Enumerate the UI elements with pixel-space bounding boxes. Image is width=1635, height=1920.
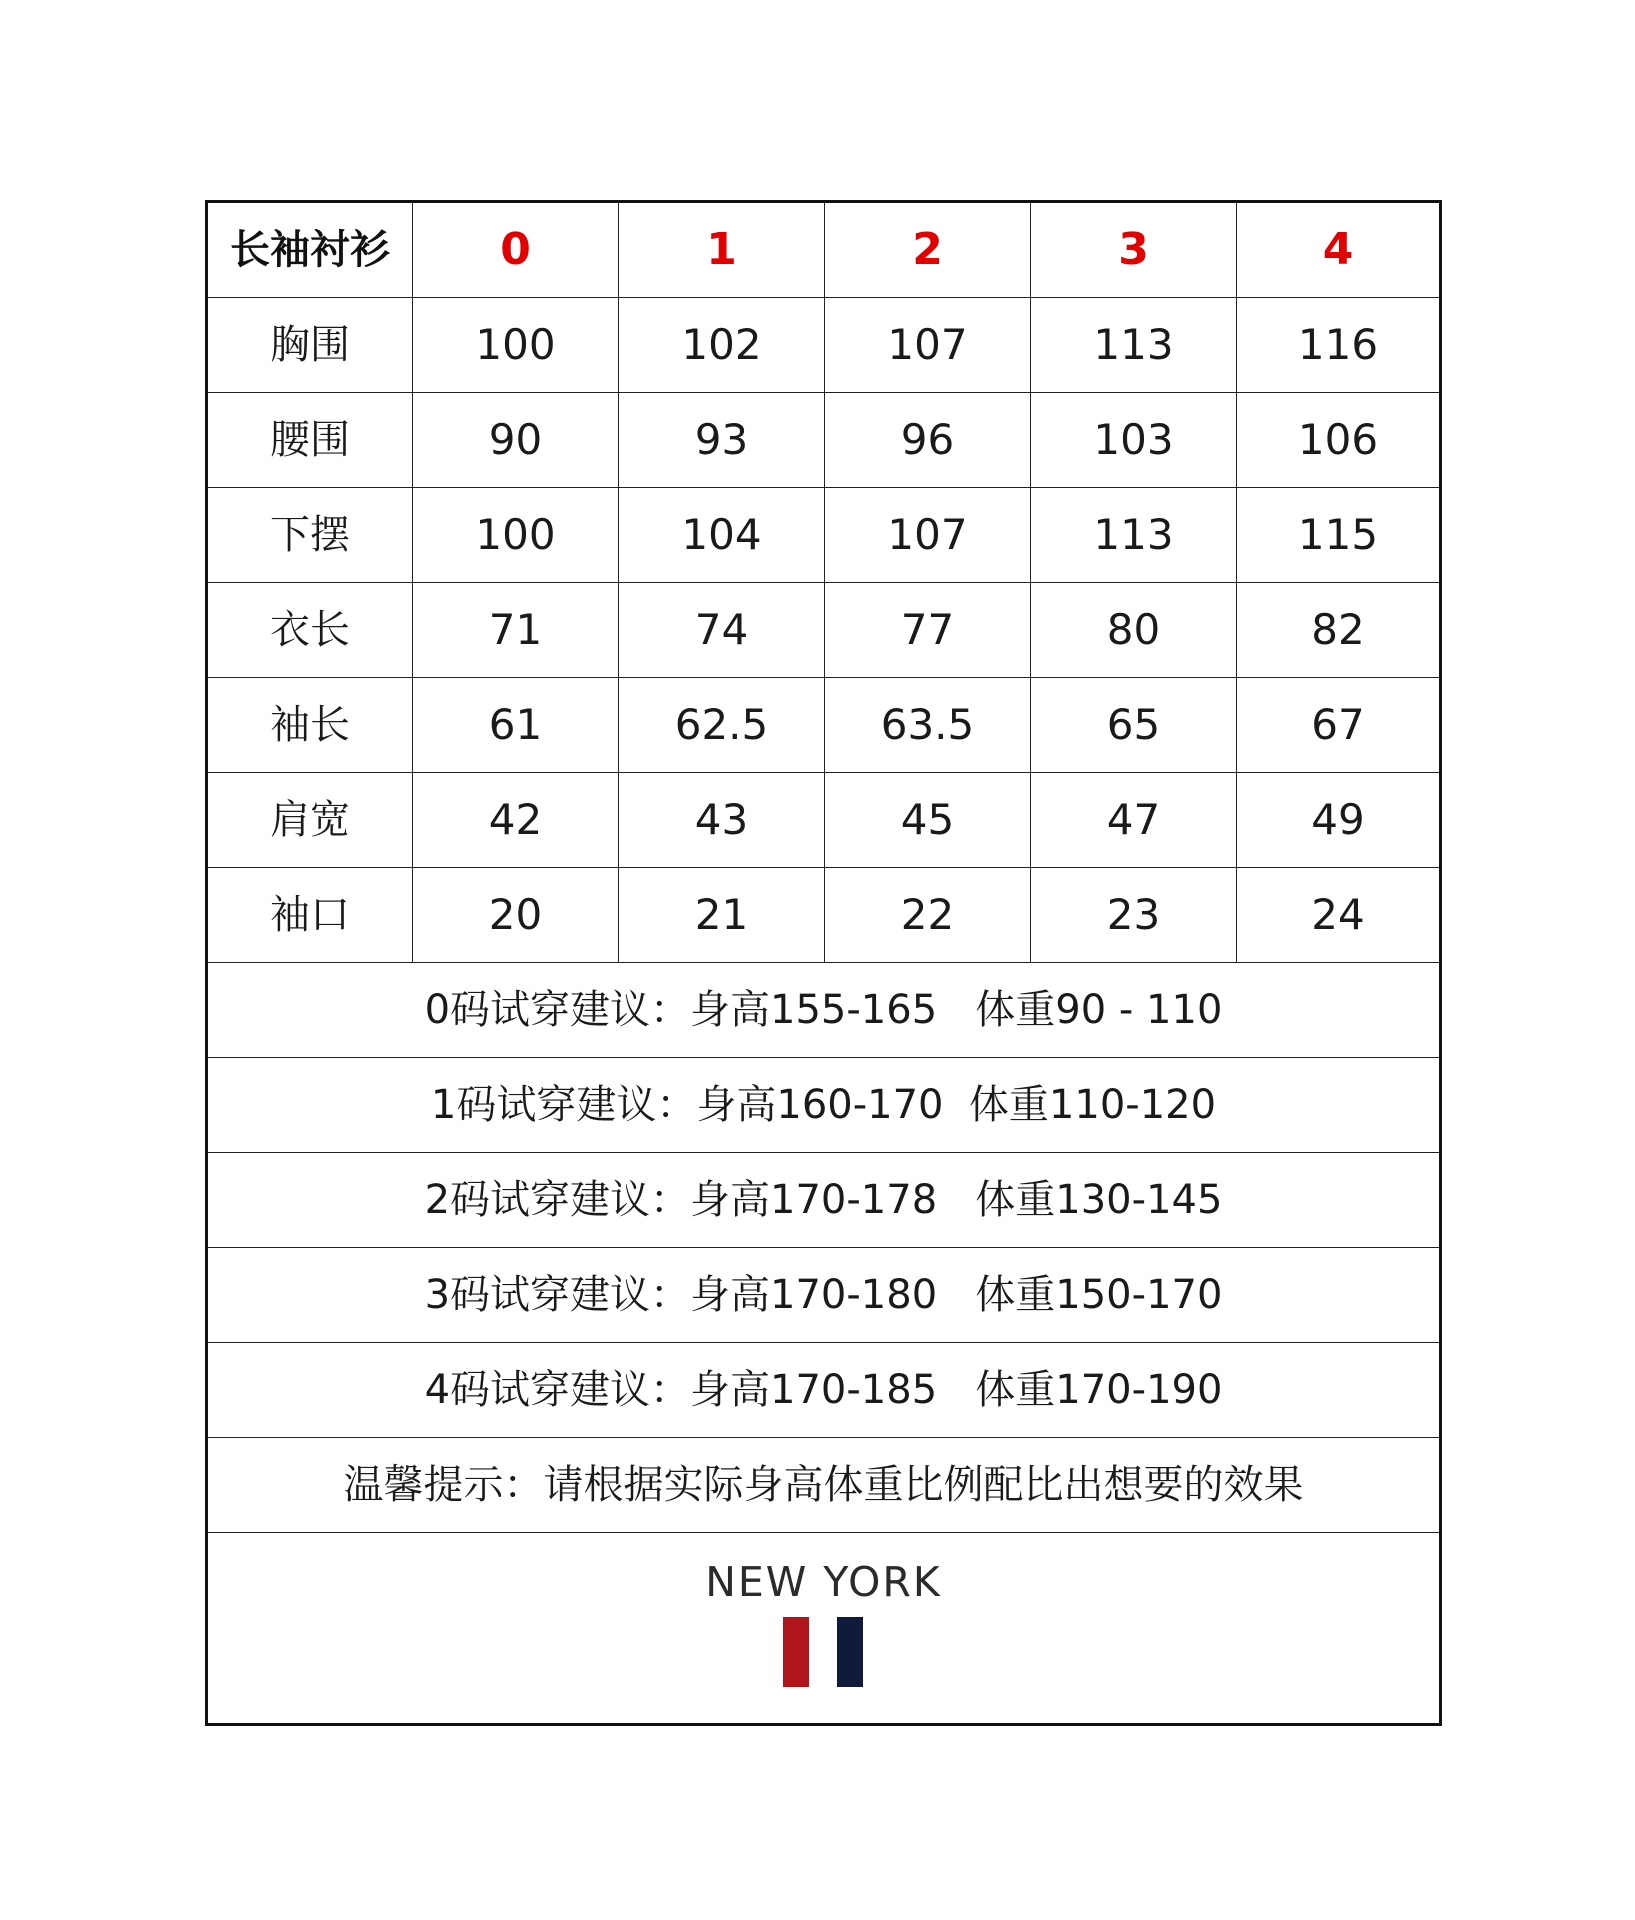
table-cell: 20	[413, 868, 619, 963]
table-row	[207, 773, 1441, 868]
size-chart-table	[205, 200, 1442, 1726]
table-cell: 71	[413, 583, 619, 678]
measure-label: 肩宽	[207, 773, 413, 868]
suggestion-row	[207, 1343, 1441, 1438]
logo-row	[207, 1533, 1441, 1725]
table-cell: 43	[619, 773, 825, 868]
table-title: 长袖衬衫	[207, 202, 413, 298]
measure-label: 胸围	[207, 298, 413, 393]
logo-bars	[783, 1617, 863, 1687]
table-cell: 74	[619, 583, 825, 678]
table-cell: 90	[413, 393, 619, 488]
table-cell: 21	[619, 868, 825, 963]
tip-row	[207, 1438, 1441, 1533]
table-cell: 61	[413, 678, 619, 773]
size-header-0: 0	[413, 202, 619, 298]
warm-tip: 温馨提示：请根据实际身高体重比例配比出想要的效果	[207, 1438, 1441, 1533]
logo-cell	[207, 1533, 1441, 1725]
table-row	[207, 678, 1441, 773]
table-row	[207, 298, 1441, 393]
table-cell: 77	[825, 583, 1031, 678]
measure-label: 袖口	[207, 868, 413, 963]
table-cell: 107	[825, 298, 1031, 393]
logo-text: NEW YORK	[705, 1558, 942, 1606]
table-cell: 45	[825, 773, 1031, 868]
table-cell: 47	[1031, 773, 1237, 868]
size-header-1: 1	[619, 202, 825, 298]
suggestion-row	[207, 963, 1441, 1058]
brand-logo	[705, 1558, 942, 1694]
table-cell: 82	[1237, 583, 1441, 678]
suggestion-row	[207, 1058, 1441, 1153]
table-row	[207, 868, 1441, 963]
size-suggestion-0: 0码试穿建议：身高155-165 体重90 - 110	[207, 963, 1441, 1058]
table-cell: 116	[1237, 298, 1441, 393]
measure-label: 袖长	[207, 678, 413, 773]
table-cell: 23	[1031, 868, 1237, 963]
header-row	[207, 202, 1441, 298]
size-suggestion-1: 1码试穿建议：身高160-170 体重110-120	[207, 1058, 1441, 1153]
table-cell: 96	[825, 393, 1031, 488]
table-cell: 113	[1031, 488, 1237, 583]
measure-label: 衣长	[207, 583, 413, 678]
table-cell: 104	[619, 488, 825, 583]
table-cell: 113	[1031, 298, 1237, 393]
table-cell: 63.5	[825, 678, 1031, 773]
table-cell: 93	[619, 393, 825, 488]
table-row	[207, 488, 1441, 583]
size-suggestion-2: 2码试穿建议：身高170-178 体重130-145	[207, 1153, 1441, 1248]
table-cell: 67	[1237, 678, 1441, 773]
table-row	[207, 393, 1441, 488]
table-cell: 49	[1237, 773, 1441, 868]
suggestion-row	[207, 1153, 1441, 1248]
table-cell: 107	[825, 488, 1031, 583]
table-cell: 102	[619, 298, 825, 393]
table-cell: 62.5	[619, 678, 825, 773]
table-cell: 80	[1031, 583, 1237, 678]
size-header-3: 3	[1031, 202, 1237, 298]
size-header-2: 2	[825, 202, 1031, 298]
table-cell: 115	[1237, 488, 1441, 583]
suggestion-row	[207, 1248, 1441, 1343]
size-suggestion-4: 4码试穿建议：身高170-185 体重170-190	[207, 1343, 1441, 1438]
logo-bar-red	[783, 1617, 809, 1687]
table-cell: 103	[1031, 393, 1237, 488]
table-cell: 100	[413, 298, 619, 393]
table-cell: 42	[413, 773, 619, 868]
table-cell: 100	[413, 488, 619, 583]
logo-bar-navy	[837, 1617, 863, 1687]
table-row	[207, 583, 1441, 678]
table-cell: 65	[1031, 678, 1237, 773]
size-suggestion-3: 3码试穿建议：身高170-180 体重150-170	[207, 1248, 1441, 1343]
measure-label: 下摆	[207, 488, 413, 583]
table-cell: 22	[825, 868, 1031, 963]
measure-label: 腰围	[207, 393, 413, 488]
table-cell: 106	[1237, 393, 1441, 488]
table-cell: 24	[1237, 868, 1441, 963]
size-header-4: 4	[1237, 202, 1441, 298]
